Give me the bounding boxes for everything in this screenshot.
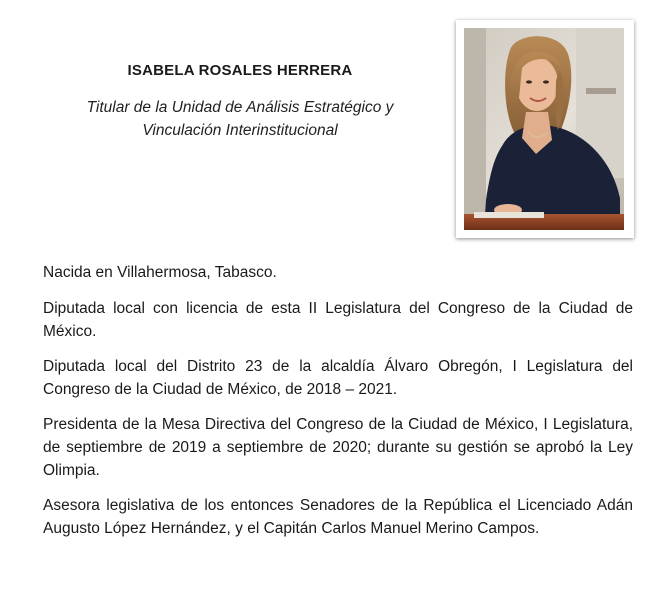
biography xyxy=(43,261,633,552)
profile-photo xyxy=(464,28,624,230)
bio-paragraph-advisor: Asesora legislativa de los entonces Senadores de la República el Licenciado Adán Augusto López Hernández, y el Capitán Carlos Manuel Merino Campos. xyxy=(43,497,633,537)
profile-header xyxy=(0,0,666,250)
profile-photo-frame xyxy=(456,20,634,238)
profile-role xyxy=(40,96,440,142)
profile-role-line-2: Vinculación Interinstitucional xyxy=(142,122,338,139)
bio-paragraph-presidency: Presidenta de la Mesa Directiva del Congreso de la Ciudad de México, I Legislatura, de septiembre de 2019 a septiembre de 2020; durante su gestión se aprobó la Ley Olimpia. xyxy=(43,416,633,479)
bio-paragraph-current-deputy: Diputada local con licencia de esta II Legislatura del Congreso de la Ciudad de México. xyxy=(43,300,633,340)
profile-name: ISABELA ROSALES HERRERA xyxy=(127,62,353,79)
bio-paragraph-birthplace: Nacida en Villahermosa, Tabasco. xyxy=(43,264,277,281)
profile-role-line-1: Titular de la Unidad de Análisis Estratégico y xyxy=(86,99,394,116)
bio-paragraph-district-deputy: Diputada local del Distrito 23 de la alcaldía Álvaro Obregón, I Legislatura del Congreso de la Ciudad de México, de 2018 – 2021. xyxy=(43,358,633,398)
